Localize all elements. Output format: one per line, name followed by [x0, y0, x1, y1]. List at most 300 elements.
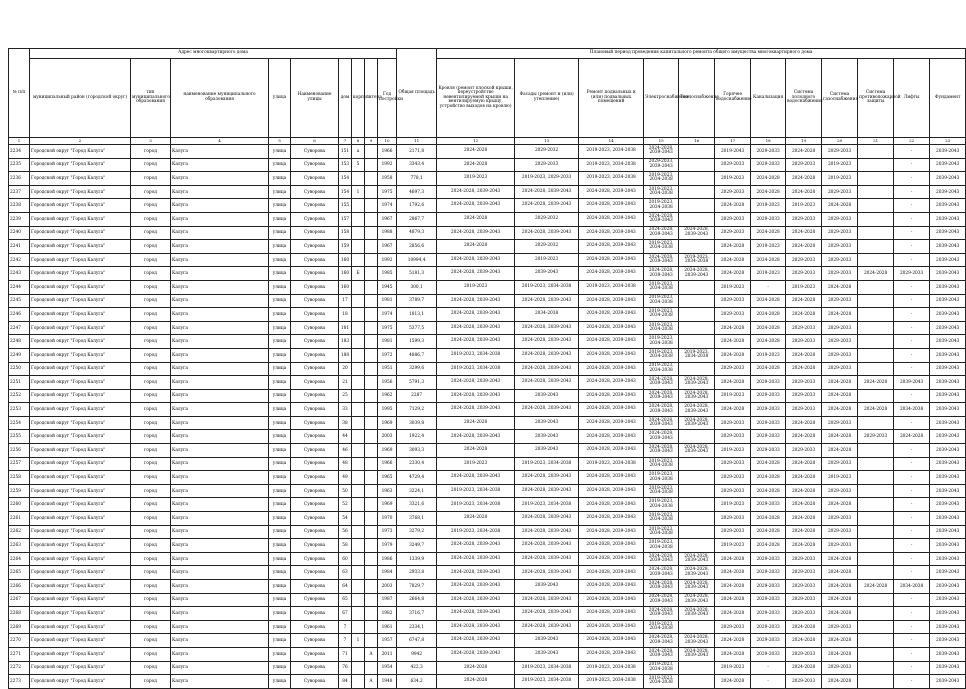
mo-type-cell: город	[131, 308, 171, 322]
gas-cell: 2029-2033	[822, 294, 858, 308]
foundation-cell: 2039-2043	[930, 199, 966, 213]
facade-cell: 2024-2028, 2039-2043	[515, 552, 579, 566]
settlement-cell: Калуга	[171, 607, 269, 621]
house-cell: 151	[339, 145, 352, 159]
gas-cell: 2019-2023	[822, 471, 858, 485]
header-year: Год постройки	[378, 59, 397, 138]
settlement-cell: Калуга	[171, 525, 269, 539]
table-row	[9, 308, 966, 322]
fire-cell: 2024-2028	[858, 403, 894, 417]
year-cell: 1969	[378, 416, 397, 430]
korpus-cell	[352, 348, 365, 362]
fire-cell	[858, 172, 894, 186]
sewer-cell: 2029-2033	[751, 430, 786, 444]
street-name-cell: Суворова	[291, 362, 339, 376]
settlement-cell: Калуга	[171, 498, 269, 512]
roof-cell: 2019-2023	[437, 280, 515, 294]
year-cell: 1981	[378, 335, 397, 349]
sewer-cell: -	[751, 675, 786, 689]
mo-type-cell: город	[131, 212, 171, 226]
table-row	[9, 457, 966, 471]
cold-water-cell: 2029-2033	[786, 647, 822, 661]
facade-cell: 2039-2043	[515, 647, 579, 661]
row-number: 2239	[9, 212, 30, 226]
house-cell: 188	[339, 348, 352, 362]
area-cell: 3249,7	[397, 539, 437, 553]
electric-cell: 2024-2028, 2039-2043	[644, 226, 679, 240]
area-cell: 778,1	[397, 172, 437, 186]
hot-water-cell: 2019-2023	[715, 172, 751, 186]
facade-cell: 2024-2028, 2039-2043	[515, 335, 579, 349]
house-cell: 49	[339, 471, 352, 485]
heating-cell	[679, 240, 715, 254]
lifts-cell: -	[894, 280, 930, 294]
year-cell: 1962	[378, 389, 397, 403]
settlement-cell: Калуга	[171, 484, 269, 498]
facade-cell: 2024-2028, 2039-2043	[515, 376, 579, 390]
district-cell: Городской округ "Город Калуга"	[30, 675, 131, 689]
mo-type-cell: город	[131, 552, 171, 566]
house-cell: 18	[339, 308, 352, 322]
row-number: 2242	[9, 253, 30, 267]
district-cell: Городской округ "Город Калуга"	[30, 389, 131, 403]
basement-cell: 2024-2028, 2039-2043	[579, 647, 644, 661]
area-cell: 6747,8	[397, 634, 437, 648]
facade-cell: 2024-2028, 2039-2043	[515, 607, 579, 621]
district-cell: Городской округ "Город Калуга"	[30, 280, 131, 294]
heating-cell	[679, 498, 715, 512]
facade-cell: 2019-2023, 2034-2038	[515, 498, 579, 512]
roof-cell: 2024-2028, 2039-2043	[437, 335, 515, 349]
table-row	[9, 416, 966, 430]
year-cell: 1975	[378, 321, 397, 335]
mo-type-cell: город	[131, 416, 171, 430]
house-cell: 44	[339, 430, 352, 444]
cold-water-cell: 2024-2028	[786, 308, 822, 322]
basement-cell: 2024-2028, 2039-2043	[579, 552, 644, 566]
row-number: 2273	[9, 675, 30, 689]
fire-cell	[858, 498, 894, 512]
facade-cell: 2029-2032	[515, 145, 579, 159]
fire-cell	[858, 593, 894, 607]
korpus-cell	[352, 512, 365, 526]
street-name-cell: Суворова	[291, 253, 339, 267]
cold-water-cell: 2024-2028	[786, 226, 822, 240]
fire-cell	[858, 348, 894, 362]
street-name-cell: Суворова	[291, 348, 339, 362]
basement-cell: 2024-2028, 2039-2043	[579, 512, 644, 526]
area-cell: 1922,4	[397, 430, 437, 444]
settlement-cell: Калуга	[171, 280, 269, 294]
hot-water-cell: 2029-2033	[715, 226, 751, 240]
gas-cell: 2029-2033	[822, 145, 858, 159]
gas-cell: 2029-2033	[822, 226, 858, 240]
stroenie-cell	[365, 240, 378, 254]
korpus-cell	[352, 444, 365, 458]
mo-type-cell: город	[131, 525, 171, 539]
year-cell: 1967	[378, 240, 397, 254]
street-type-cell: улица	[269, 240, 291, 254]
korpus-cell	[352, 593, 365, 607]
sewer-cell: 2029-2033	[751, 403, 786, 417]
sewer-cell: 2024-2028	[751, 253, 786, 267]
row-number: 2236	[9, 172, 30, 186]
cold-water-cell: 2024-2028	[786, 539, 822, 553]
street-type-cell: улица	[269, 185, 291, 199]
facade-cell: 2029-2032	[515, 240, 579, 254]
column-number: 19	[786, 138, 822, 145]
facade-cell: 2039-2043	[515, 389, 579, 403]
cold-water-cell: 2024-2028	[786, 498, 822, 512]
lifts-cell: 2034-2038	[894, 403, 930, 417]
district-cell: Городской округ "Город Калуга"	[30, 457, 131, 471]
fire-cell	[858, 158, 894, 172]
mo-type-cell: город	[131, 430, 171, 444]
foundation-cell: 2039-2043	[930, 539, 966, 553]
settlement-cell: Калуга	[171, 444, 269, 458]
fire-cell	[858, 321, 894, 335]
house-cell: 25	[339, 389, 352, 403]
hot-water-cell: 2029-2033	[715, 362, 751, 376]
gas-cell: 2029-2033	[822, 253, 858, 267]
lifts-cell: 2039-2043	[894, 376, 930, 390]
facade-cell: 2024-2028, 2039-2043	[515, 525, 579, 539]
settlement-cell: Калуга	[171, 580, 269, 594]
cold-water-cell: 2029-2033	[786, 389, 822, 403]
electric-cell: 2019-2023, 2034-2038	[644, 348, 679, 362]
sewer-cell: 2029-2033	[751, 416, 786, 430]
hot-water-cell: 2019-2023	[715, 389, 751, 403]
basement-cell: 2024-2028, 2039-2043	[579, 403, 644, 417]
sewer-cell: 2029-2033	[751, 444, 786, 458]
year-cell: 2003	[378, 430, 397, 444]
table-row	[9, 267, 966, 281]
heating-cell	[679, 185, 715, 199]
lifts-cell: -	[894, 620, 930, 634]
house-cell: 7	[339, 634, 352, 648]
hot-water-cell: 2024-2028	[715, 552, 751, 566]
basement-cell: 2024-2028, 2039-2043	[579, 348, 644, 362]
sewer-cell: 2024-2028	[751, 172, 786, 186]
lifts-cell: -	[894, 661, 930, 675]
table-row	[9, 376, 966, 390]
electric-cell: 2024-2028, 2039-2043	[644, 444, 679, 458]
electric-cell: 2024-2028, 2039-2043	[644, 376, 679, 390]
column-number: 18	[751, 138, 786, 145]
facade-cell: 2039-2043	[515, 416, 579, 430]
settlement-cell: Калуга	[171, 675, 269, 689]
facade-cell: 2024-2028, 2039-2043	[515, 471, 579, 485]
stroenie-cell	[365, 416, 378, 430]
fire-cell	[858, 607, 894, 621]
stroenie-cell	[365, 498, 378, 512]
sewer-cell: 2024-2028	[751, 226, 786, 240]
sewer-cell: 2029-2033	[751, 580, 786, 594]
cold-water-cell: 2024-2028	[786, 457, 822, 471]
lifts-cell: -	[894, 634, 930, 648]
basement-cell: 2019-2023, 2034-2038	[579, 661, 644, 675]
sewer-cell: -	[751, 661, 786, 675]
foundation-cell: 2039-2043	[930, 525, 966, 539]
foundation-cell: 2039-2043	[930, 158, 966, 172]
settlement-cell: Калуга	[171, 566, 269, 580]
stroenie-cell	[365, 294, 378, 308]
facade-cell: 2024-2028, 2039-2043	[515, 199, 579, 213]
hot-water-cell: 2024-2028	[715, 321, 751, 335]
gas-cell: 2024-2028	[822, 308, 858, 322]
hot-water-cell: 2019-2023	[715, 661, 751, 675]
gas-cell: 2024-2028	[822, 444, 858, 458]
street-name-cell: Суворова	[291, 403, 339, 417]
roof-cell: 2024-2028, 2039-2043	[437, 539, 515, 553]
table-row	[9, 552, 966, 566]
stroenie-cell	[365, 389, 378, 403]
lifts-cell: -	[894, 253, 930, 267]
year-cell: 1985	[378, 267, 397, 281]
district-cell: Городской округ "Город Калуга"	[30, 539, 131, 553]
electric-cell: 2019-2023, 2034-2038	[644, 661, 679, 675]
facade-cell: 2024-2028, 2039-2043	[515, 512, 579, 526]
hot-water-cell: 2029-2033	[715, 525, 751, 539]
basement-cell: 2019-2023, 2034-2038	[579, 145, 644, 159]
area-cell: 3039,8	[397, 416, 437, 430]
stroenie-cell	[365, 430, 378, 444]
fire-cell	[858, 253, 894, 267]
korpus-cell	[352, 675, 365, 689]
sewer-cell: 2024-2028	[751, 457, 786, 471]
mo-type-cell: город	[131, 294, 171, 308]
korpus-cell	[352, 416, 365, 430]
cold-water-cell: 2024-2028	[786, 661, 822, 675]
electric-cell: 2024-2028, 2039-2043	[644, 389, 679, 403]
hot-water-cell: 2029-2033	[715, 158, 751, 172]
row-number: 2270	[9, 634, 30, 648]
hot-water-cell: 2024-2028	[715, 199, 751, 213]
table-row	[9, 172, 966, 186]
header-district: муниципальный район (городской округ)	[30, 59, 131, 138]
heating-cell: 2024-2028, 2039-2043	[679, 607, 715, 621]
row-number: 2265	[9, 566, 30, 580]
settlement-cell: Калуга	[171, 321, 269, 335]
facade-cell: 2039-2043	[515, 444, 579, 458]
table-row	[9, 294, 966, 308]
street-type-cell: улица	[269, 484, 291, 498]
lifts-cell: -	[894, 471, 930, 485]
korpus-cell	[352, 226, 365, 240]
roof-cell: 2024-2028, 2039-2043	[437, 607, 515, 621]
korpus-cell	[352, 403, 365, 417]
house-cell: 157	[339, 212, 352, 226]
table-body	[9, 145, 966, 689]
settlement-cell: Калуга	[171, 457, 269, 471]
gas-cell: 2019-2023	[822, 158, 858, 172]
house-cell: 76	[339, 661, 352, 675]
fire-cell	[858, 675, 894, 689]
fire-cell	[858, 308, 894, 322]
facade-cell: 2039-2043	[515, 267, 579, 281]
street-name-cell: Суворова	[291, 376, 339, 390]
basement-cell: 2024-2028, 2039-2043	[579, 539, 644, 553]
house-cell: 159	[339, 240, 352, 254]
heating-cell: 2024-2028, 2039-2043	[679, 552, 715, 566]
settlement-cell: Калуга	[171, 430, 269, 444]
heating-cell: 2019-2023, 2034-2038	[679, 348, 715, 362]
hot-water-cell: 2024-2028	[715, 240, 751, 254]
gas-cell: 2029-2033	[822, 362, 858, 376]
electric-cell: 2019-2023, 2034-2038	[644, 335, 679, 349]
column-number: 8	[352, 138, 365, 145]
column-number: 21	[858, 138, 894, 145]
roof-cell: 2024-2028, 2039-2043	[437, 185, 515, 199]
street-name-cell: Суворова	[291, 620, 339, 634]
area-cell: 3093,3	[397, 444, 437, 458]
facade-cell: 2019-2023, 2029-2033	[515, 172, 579, 186]
korpus-cell	[352, 240, 365, 254]
fire-cell	[858, 552, 894, 566]
foundation-cell: 2039-2043	[930, 430, 966, 444]
stroenie-cell	[365, 634, 378, 648]
table-row	[9, 471, 966, 485]
header-house: дом	[339, 59, 352, 138]
gas-cell: 2024-2028	[822, 593, 858, 607]
stroenie-cell	[365, 525, 378, 539]
settlement-cell: Калуга	[171, 294, 269, 308]
area-cell: 4886,7	[397, 348, 437, 362]
roof-cell: 2024-2028	[437, 444, 515, 458]
row-number: 2257	[9, 457, 30, 471]
settlement-cell: Калуга	[171, 552, 269, 566]
foundation-cell: 2039-2043	[930, 280, 966, 294]
area-cell: 10994,4	[397, 253, 437, 267]
cold-water-cell: 2024-2028	[786, 416, 822, 430]
street-type-cell: улица	[269, 525, 291, 539]
street-name-cell: Суворова	[291, 321, 339, 335]
stroenie-cell	[365, 539, 378, 553]
table-row	[9, 512, 966, 526]
basement-cell: 2024-2028, 2039-2043	[579, 240, 644, 254]
foundation-cell: 2039-2043	[930, 675, 966, 689]
korpus-cell	[352, 362, 365, 376]
lifts-cell: -	[894, 226, 930, 240]
electric-cell: 2019-2023, 2034-2038	[644, 185, 679, 199]
header-stroenie: литера	[365, 59, 378, 138]
facade-cell: 2024-2028, 2039-2043	[515, 484, 579, 498]
hot-water-cell: 2029-2033	[715, 484, 751, 498]
district-cell: Городской округ "Город Калуга"	[30, 661, 131, 675]
district-cell: Городской округ "Город Калуга"	[30, 525, 131, 539]
street-name-cell: Суворова	[291, 226, 339, 240]
street-type-cell: улица	[269, 552, 291, 566]
stroenie-cell: А	[365, 675, 378, 689]
stroenie-cell	[365, 362, 378, 376]
street-type-cell: улица	[269, 512, 291, 526]
gas-cell: 2029-2033	[822, 457, 858, 471]
cold-water-cell: 2029-2033	[786, 253, 822, 267]
area-cell: 1339,9	[397, 552, 437, 566]
district-cell: Городской округ "Город Калуга"	[30, 212, 131, 226]
stroenie-cell	[365, 620, 378, 634]
foundation-cell: 2039-2043	[930, 240, 966, 254]
basement-cell: 2024-2028, 2039-2043	[579, 484, 644, 498]
cold-water-cell: 2029-2033	[786, 212, 822, 226]
sewer-cell: 2029-2033	[751, 552, 786, 566]
cold-water-cell: 2029-2033	[786, 675, 822, 689]
column-number: 10	[378, 138, 397, 145]
basement-cell: 2024-2028, 2039-2043	[579, 620, 644, 634]
table-row	[9, 444, 966, 458]
street-type-cell: улица	[269, 457, 291, 471]
street-type-cell: улица	[269, 620, 291, 634]
area-cell: 3279,2	[397, 525, 437, 539]
roof-cell: 2024-2028, 2039-2043	[437, 321, 515, 335]
year-cell: 1974	[378, 308, 397, 322]
street-type-cell: улица	[269, 389, 291, 403]
area-cell: 3343,4	[397, 158, 437, 172]
district-cell: Городской округ "Город Калуга"	[30, 566, 131, 580]
facade-cell: 2019-2023	[515, 253, 579, 267]
lifts-cell: -	[894, 512, 930, 526]
hot-water-cell: 2029-2033	[715, 212, 751, 226]
basement-cell: 2019-2023, 2034-2038	[579, 280, 644, 294]
basement-cell: 2024-2028, 2039-2043	[579, 498, 644, 512]
stroenie-cell	[365, 457, 378, 471]
street-name-cell: Суворова	[291, 552, 339, 566]
fire-cell: 2029-2033	[858, 430, 894, 444]
street-type-cell: улица	[269, 376, 291, 390]
basement-cell: 2019-2023, 2034-2038	[579, 675, 644, 689]
sewer-cell: 2029-2033	[751, 145, 786, 159]
table-row	[9, 389, 966, 403]
row-number: 2241	[9, 240, 30, 254]
register-sheet	[8, 48, 961, 689]
electric-cell: 2024-2028, 2039-2043	[644, 552, 679, 566]
lifts-cell: -	[894, 389, 930, 403]
street-type-cell: улица	[269, 321, 291, 335]
year-cell: 1974	[378, 199, 397, 213]
roof-cell: 2024-2028, 2039-2043	[437, 267, 515, 281]
house-cell: 17	[339, 294, 352, 308]
stroenie-cell	[365, 403, 378, 417]
house-cell: 7	[339, 620, 352, 634]
mo-type-cell: город	[131, 675, 171, 689]
gas-cell: 2024-2028	[822, 430, 858, 444]
stroenie-cell	[365, 308, 378, 322]
sewer-cell: 2019-2023	[751, 240, 786, 254]
settlement-cell: Калуга	[171, 335, 269, 349]
stroenie-cell	[365, 280, 378, 294]
column-number: 17	[715, 138, 751, 145]
facade-cell: 2039-2043	[515, 634, 579, 648]
fire-cell	[858, 199, 894, 213]
district-cell: Городской округ "Город Калуга"	[30, 172, 131, 186]
cold-water-cell: 2024-2028	[786, 525, 822, 539]
street-type-cell: улица	[269, 580, 291, 594]
settlement-cell: Калуга	[171, 348, 269, 362]
street-name-cell: Суворова	[291, 335, 339, 349]
house-cell: 60	[339, 552, 352, 566]
electric-cell: 2019-2023, 2034-2038	[644, 240, 679, 254]
house-cell: 50	[339, 484, 352, 498]
basement-cell: 2024-2028, 2039-2043	[579, 226, 644, 240]
mo-type-cell: город	[131, 661, 171, 675]
street-name-cell: Суворова	[291, 675, 339, 689]
mo-type-cell: город	[131, 145, 171, 159]
basement-cell: 2024-2028, 2039-2043	[579, 308, 644, 322]
heating-cell	[679, 457, 715, 471]
foundation-cell: 2039-2043	[930, 580, 966, 594]
heating-cell	[679, 512, 715, 526]
lifts-cell: 2024-2028	[894, 430, 930, 444]
